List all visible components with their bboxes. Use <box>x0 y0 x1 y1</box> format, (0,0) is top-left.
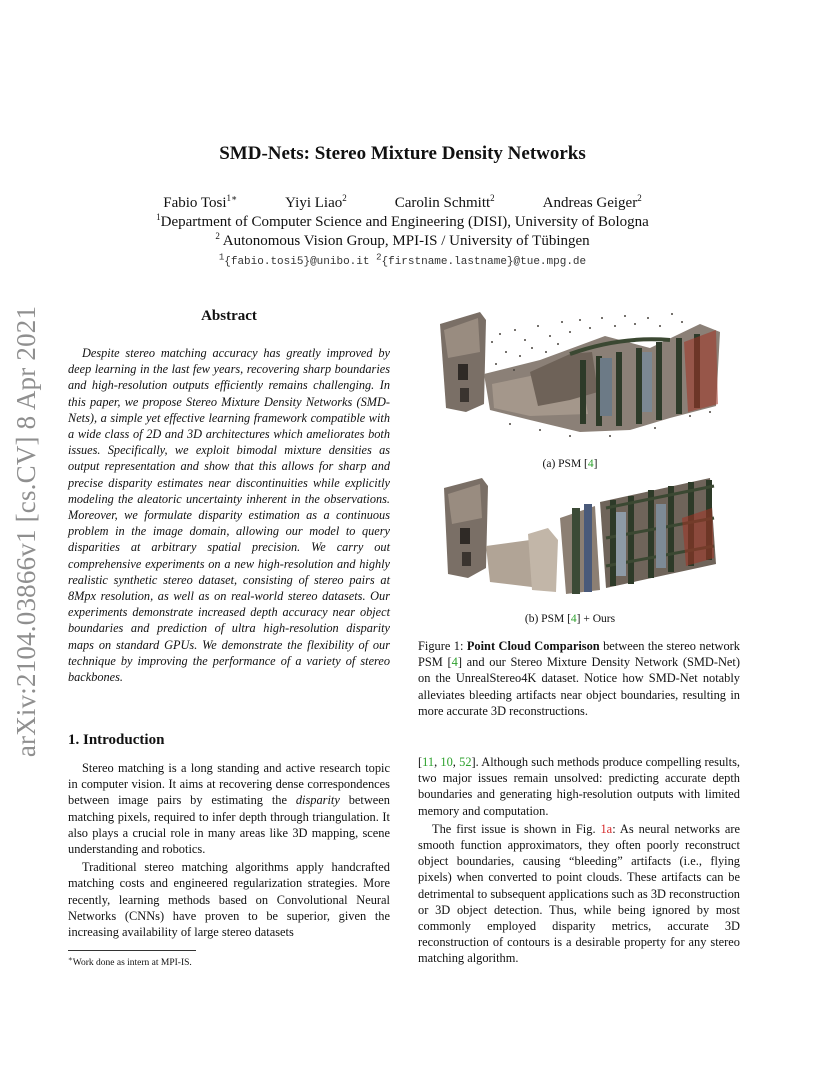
text-run: (b) PSM [ <box>524 613 571 625</box>
intro-paragraph-2: Traditional stereo matching algorithms apply handcrafted matching costs and engineered regularization strategies. More recently, learning methods based on Convolutional Neural Networks (CNNs) have proven to be superior, given the increasing availability of large stereo datasets <box>68 860 390 940</box>
text-run: , <box>434 755 441 769</box>
citation-link[interactable]: 11 <box>422 755 435 769</box>
affiliation-sup: 1 <box>156 212 161 222</box>
author-name: Andreas Geiger <box>542 195 638 211</box>
text-run: [ <box>418 755 423 769</box>
email-2: {firstname.lastname}@tue.mpg.de <box>381 256 587 268</box>
text-run: The first issue is shown in Fig. <box>432 821 601 836</box>
author-sup: 2 <box>342 193 347 203</box>
introduction-text <box>68 760 390 940</box>
footnote-marker: ∗ <box>68 955 73 963</box>
author-sup: 2 <box>637 193 642 203</box>
author-4 <box>543 195 642 212</box>
right-paragraph-2 <box>418 821 740 967</box>
right-paragraph-1 <box>418 754 740 819</box>
affiliation-text: Autonomous Vision Group, MPI-IS / University of Tübingen <box>219 233 590 249</box>
citation-link[interactable]: 52 <box>459 755 472 769</box>
citation-link[interactable]: 4 <box>570 613 577 625</box>
figure-1b-caption <box>420 613 720 625</box>
footnote <box>68 955 192 968</box>
text-run: : As neural networks are smooth function approximators, they often poorly reconstruct object boundaries, causing “bleeding” artifacts (i.e., flying pixels) when converted to point clouds. These artifacts can be detrimental to subsequent applications such as 3D reconstruction or 3D object detection. Thus, while being ignored by most commonly employed disparity metrics, accurate 3D reconstruction of contours is a desirable property for any stereo matching algorithm. <box>418 821 740 966</box>
author-name: Carolin Schmitt <box>394 195 491 211</box>
author-2 <box>285 195 347 212</box>
arxiv-identifier <box>12 296 42 766</box>
figure-1-caption <box>418 638 740 719</box>
paper-title: SMD-Nets: Stereo Mixture Density Networks <box>219 143 586 164</box>
text-run: between matching pixels, required to infer depth through triangulation. It also plays a crucial role in many areas like 3D mapping, scene understanding and robotics. <box>68 793 390 857</box>
author-emails <box>0 252 805 268</box>
citation-link[interactable]: 4 <box>451 655 458 670</box>
affiliation-2 <box>0 233 805 250</box>
affiliation-text: Department of Computer Science and Engineering (DISI), University of Bologna <box>160 214 649 230</box>
email-1: {fabio.tosi5}@unibo.it <box>224 256 370 268</box>
figure-1b-point-cloud <box>420 478 720 606</box>
right-column-text <box>418 754 740 967</box>
author-1 <box>163 195 237 212</box>
figure-1a-point-cloud <box>420 312 720 440</box>
email-sup: 2 <box>376 252 382 263</box>
author-sup: 1∗ <box>226 193 238 203</box>
text-run: (a) PSM [ <box>542 458 588 470</box>
text-run: ] + Ours <box>576 613 616 625</box>
email-sup: 1 <box>218 252 225 263</box>
figure-reference-link[interactable]: 1a <box>600 821 613 836</box>
footnote-rule <box>68 950 196 951</box>
affiliation-sup: 2 <box>215 231 220 241</box>
author-list <box>0 195 805 212</box>
text-run: ] <box>593 458 598 470</box>
figure-1a-caption <box>420 458 720 470</box>
author-3 <box>395 195 495 212</box>
footnote-text: Work done as intern at MPI-IS. <box>72 958 192 969</box>
section-heading-introduction: 1. Introduction <box>68 732 165 748</box>
caption-label: Figure 1: <box>418 639 467 653</box>
author-name: Fabio Tosi <box>163 195 227 211</box>
text-run: ] and our Stereo Mixture Density Network (SMD-Net) on the UnrealStereo4K dataset. Notice how SMD-Net notably alleviates bleeding artifacts near object boundaries, resulting in more accurate 3D reconstructions. <box>418 655 740 718</box>
text-run: between the stereo network PSM [ <box>418 639 740 670</box>
author-sup: 2 <box>490 193 495 203</box>
citation-link[interactable]: 4 <box>587 458 594 470</box>
caption-bold: Point Cloud Comparison <box>466 639 600 653</box>
intro-paragraph-1 <box>68 760 390 857</box>
abstract-heading: Abstract <box>201 308 257 324</box>
abstract-text: Despite stereo matching accuracy has greatly improved by deep learning in the last few years, recovering sharp boundaries and high-resolution outputs efficiently remains challenging. In this paper, we propose Stereo Mixture Density Networks (SMD-Nets), a simple yet effective learning framework compatible with a wide class of 2D and 3D architectures which ameliorates both issues. Specifically, we exploit bimodal mixture densities as output representation and show that this allows for sharp and precise disparity estimates near discontinuities while explicitly modeling the aleatoric uncertainty inherent in the observations. Moreover, we formulate disparity estimation as a continuous problem in the image domain, allowing our model to query disparities at arbitrary spatial precision. We carry out comprehensive experiments on a new high-resolution and highly realistic synthetic stereo dataset, consisting of stereo pairs at 8Mpx resolution, as well as on real-world stereo datasets. Our experiments demonstrate increased depth accuracy near object boundaries and prediction of ultra high-resolution disparity maps on standard GPUs. We demonstrate the flexibility of our technique by improving the performance of a variety of stereo backbones. <box>68 346 390 685</box>
author-name: Yiyi Liao <box>285 195 343 211</box>
affiliation-1 <box>0 214 805 231</box>
text-run: ]. Although such methods produce compelling results, two major issues remain unsolved: predicting accurate depth boundaries and generating high-resolution outputs with limited memory and computation. <box>418 755 740 818</box>
text-run: Stereo matching is a long standing and active research topic in computer vision. It aims at recovering dense correspondences between image pairs by estimating the <box>68 761 390 808</box>
arxiv-identifier-text: arXiv:2104.03866v1 [cs.CV] 8 Apr 2021 <box>11 305 42 757</box>
emphasis-disparity: disparity <box>295 793 340 808</box>
text-run: , <box>452 755 460 769</box>
citation-link[interactable]: 10 <box>440 755 453 769</box>
